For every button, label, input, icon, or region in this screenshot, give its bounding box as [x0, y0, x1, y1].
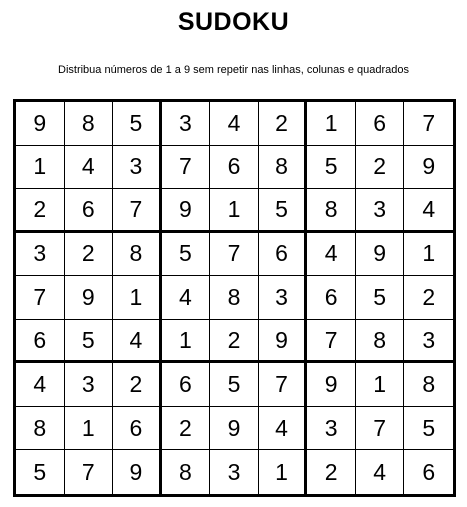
sudoku-cell-r4c5[interactable]: 7: [210, 233, 259, 277]
sudoku-cell-r8c5[interactable]: 9: [210, 407, 259, 451]
sudoku-cell-r1c4[interactable]: 3: [162, 102, 211, 146]
sudoku-cell-r9c8[interactable]: 4: [356, 450, 405, 494]
sudoku-cell-r6c1[interactable]: 6: [16, 320, 65, 364]
sudoku-cell-r4c8[interactable]: 9: [356, 233, 405, 277]
sudoku-cell-r4c1[interactable]: 3: [16, 233, 65, 277]
page-title: SUDOKU: [177, 8, 290, 36]
sudoku-cell-r3c9[interactable]: 4: [404, 189, 453, 233]
sudoku-cell-r9c7[interactable]: 2: [307, 450, 356, 494]
sudoku-cell-r6c9[interactable]: 3: [404, 320, 453, 364]
sudoku-cell-r2c8[interactable]: 2: [356, 146, 405, 190]
sudoku-cell-r2c3[interactable]: 3: [113, 146, 162, 190]
sudoku-cell-r7c5[interactable]: 5: [210, 363, 259, 407]
sudoku-cell-r6c5[interactable]: 2: [210, 320, 259, 364]
sudoku-cell-r3c3[interactable]: 7: [113, 189, 162, 233]
sudoku-cell-r1c9[interactable]: 7: [404, 102, 453, 146]
sudoku-cell-r5c7[interactable]: 6: [307, 276, 356, 320]
sudoku-cell-r6c3[interactable]: 4: [113, 320, 162, 364]
sudoku-cell-r5c4[interactable]: 4: [162, 276, 211, 320]
sudoku-cell-r3c5[interactable]: 1: [210, 189, 259, 233]
sudoku-grid: [13, 99, 456, 497]
sudoku-cell-r3c2[interactable]: 6: [65, 189, 114, 233]
sudoku-cell-r3c8[interactable]: 3: [356, 189, 405, 233]
sudoku-cell-r4c3[interactable]: 8: [113, 233, 162, 277]
sudoku-cell-r9c3[interactable]: 9: [113, 450, 162, 494]
sudoku-cell-r3c1[interactable]: 2: [16, 189, 65, 233]
sudoku-cell-r7c9[interactable]: 8: [404, 363, 453, 407]
sudoku-cell-r6c6[interactable]: 9: [259, 320, 308, 364]
sudoku-cell-r2c6[interactable]: 8: [259, 146, 308, 190]
sudoku-cell-r3c7[interactable]: 8: [307, 189, 356, 233]
sudoku-cell-r4c4[interactable]: 5: [162, 233, 211, 277]
sudoku-cell-r5c9[interactable]: 2: [404, 276, 453, 320]
sudoku-cell-r3c4[interactable]: 9: [162, 189, 211, 233]
sudoku-cell-r2c4[interactable]: 7: [162, 146, 211, 190]
sudoku-cell-r7c1[interactable]: 4: [16, 363, 65, 407]
sudoku-cell-r6c2[interactable]: 5: [65, 320, 114, 364]
sudoku-cell-r9c9[interactable]: 6: [422, 458, 436, 485]
sudoku-cell-r9c4[interactable]: 8: [162, 450, 211, 494]
sudoku-cell-r5c3[interactable]: 1: [113, 276, 162, 320]
sudoku-cell-r5c5[interactable]: 8: [210, 276, 259, 320]
sudoku-cell-r1c8[interactable]: 6: [356, 102, 405, 146]
sudoku-cell-r4c9[interactable]: 1: [404, 233, 453, 277]
sudoku-cell-r2c9[interactable]: 9: [404, 146, 453, 190]
instructions-text: Distribua números de 1 a 9 sem repetir nas linhas, colunas e quadrados: [58, 64, 409, 76]
sudoku-cell-r3c6[interactable]: 5: [259, 189, 308, 233]
sudoku-cell-r4c7[interactable]: 4: [307, 233, 356, 277]
sudoku-cell-r2c7[interactable]: 5: [307, 146, 356, 190]
sudoku-cell-r1c3[interactable]: 5: [113, 102, 162, 146]
sudoku-cell-r8c8[interactable]: 7: [356, 407, 405, 451]
sudoku-cell-r1c6[interactable]: 2: [259, 102, 308, 146]
sudoku-cell-r4c2[interactable]: 2: [65, 233, 114, 277]
sudoku-cell-r8c7[interactable]: 3: [307, 407, 356, 451]
sudoku-cell-r6c4[interactable]: 1: [162, 320, 211, 364]
sudoku-cell-r7c8[interactable]: 1: [356, 363, 405, 407]
sudoku-cell-r4c6[interactable]: 6: [259, 233, 308, 277]
sudoku-cell-r9c2[interactable]: 7: [65, 450, 114, 494]
sudoku-cell-r5c2[interactable]: 9: [65, 276, 114, 320]
sudoku-cell-r8c4[interactable]: 2: [162, 407, 211, 451]
sudoku-cell-r1c1[interactable]: 9: [16, 102, 65, 146]
sudoku-cell-r6c7[interactable]: 7: [307, 320, 356, 364]
sudoku-cell-r1c2[interactable]: 8: [65, 102, 114, 146]
sudoku-cell-r6c8[interactable]: 8: [356, 320, 405, 364]
sudoku-cell-r5c8[interactable]: 5: [356, 276, 405, 320]
sudoku-cell-r2c5[interactable]: 6: [210, 146, 259, 190]
sudoku-cell-r8c9[interactable]: 5: [404, 407, 453, 451]
sudoku-cell-r9c6[interactable]: 1: [259, 450, 308, 494]
sudoku-cell-r5c6[interactable]: 3: [259, 276, 308, 320]
sudoku-cell-r8c2[interactable]: 1: [65, 407, 114, 451]
sudoku-cell-r1c7[interactable]: 1: [307, 102, 356, 146]
sudoku-cell-r9c5[interactable]: 3: [210, 450, 259, 494]
sudoku-cell-r1c5[interactable]: 4: [210, 102, 259, 146]
sudoku-cell-r7c2[interactable]: 3: [65, 363, 114, 407]
sudoku-cell-r7c4[interactable]: 6: [162, 363, 211, 407]
sudoku-cell-r8c3[interactable]: 6: [113, 407, 162, 451]
sudoku-cell-r8c1[interactable]: 8: [16, 407, 65, 451]
sudoku-cell-r5c1[interactable]: 7: [16, 276, 65, 320]
sudoku-cell-r2c1[interactable]: 1: [16, 146, 65, 190]
sudoku-cell-r8c6[interactable]: 4: [259, 407, 308, 451]
sudoku-cell-r7c6[interactable]: 7: [259, 363, 308, 407]
sudoku-cell-r9c1[interactable]: 5: [16, 450, 65, 494]
sudoku-cell-r7c3[interactable]: 2: [113, 363, 162, 407]
sudoku-cell-r7c7[interactable]: 9: [307, 363, 356, 407]
sudoku-cell-r2c2[interactable]: 4: [65, 146, 114, 190]
